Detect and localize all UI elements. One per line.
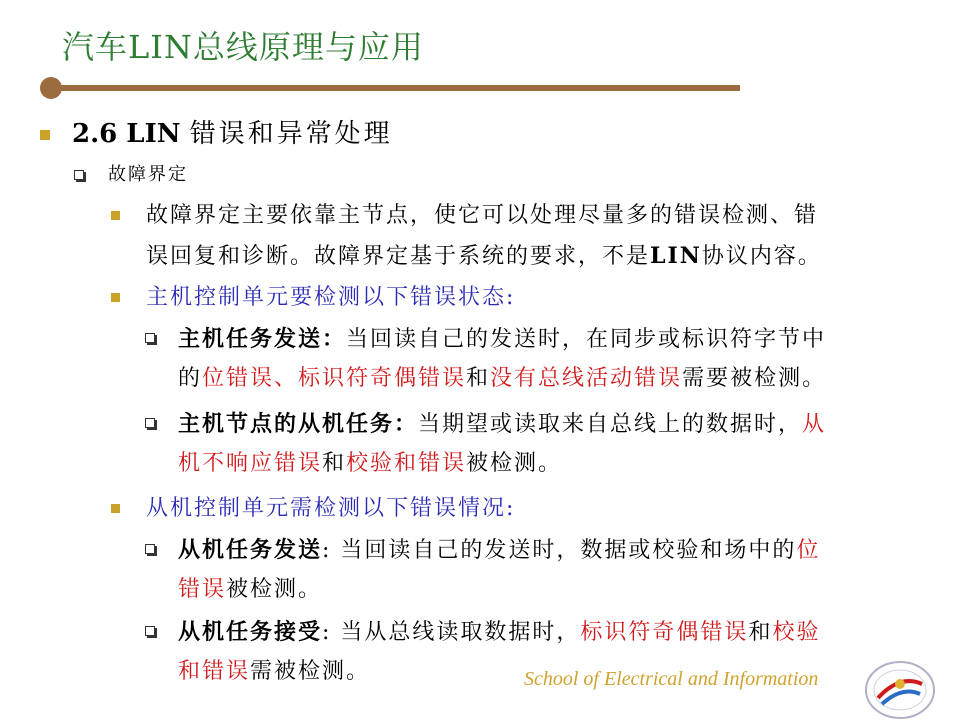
master-item-1-text: 当回读自己的发送时，在同步或标识符字节中 [346, 327, 827, 352]
error-highlight: 没有总线活动错误 [490, 366, 683, 391]
title-divider [40, 77, 740, 99]
section-number: 2.6 LIN [72, 119, 181, 149]
slave-item-1-label: 从机任务发送 [178, 537, 323, 563]
text-fragment: 需要被检测。 [682, 366, 827, 391]
slave-item-1-line-1 [178, 530, 820, 571]
text-fragment: : 当回读自己的发送时，数据或校验和场中的 [322, 538, 797, 563]
subheading-bullet [74, 170, 84, 180]
intro-text: 误回复和诊断。故障界定基于系统的要求，不是 [146, 244, 651, 269]
intro-lin: LIN [650, 243, 702, 269]
error-highlight: 位 [796, 538, 821, 563]
error-highlight: 位错误、标识符奇偶错误 [202, 366, 467, 391]
school-logo-icon [860, 654, 940, 720]
section-bullet [40, 130, 50, 140]
text-fragment: 和 [322, 451, 347, 476]
text-fragment: 需被检测。 [250, 659, 371, 684]
error-highlight: 校验和错误 [346, 451, 467, 476]
divider-dot [40, 77, 62, 99]
text-fragment: 和 [748, 620, 773, 645]
error-highlight: 机不响应错误 [178, 451, 323, 476]
master-item-1-line-2 [178, 359, 826, 399]
error-highlight: 从 [802, 412, 827, 437]
section-heading [72, 114, 393, 154]
error-highlight: 和错误 [178, 659, 251, 684]
master-item-2-line-1 [178, 404, 826, 445]
intro-line-1: 故障界定主要依靠主节点，使它可以处理尽量多的错误检测、错 [146, 203, 819, 228]
subheading: 故障界定 [108, 164, 188, 185]
intro-line-2 [146, 236, 822, 277]
slave-item-2-label: 从机任务接受 [178, 619, 323, 645]
master-item-2-line-2 [178, 444, 562, 484]
slave-item-2-line-2 [178, 652, 370, 692]
error-highlight: 校验 [772, 620, 821, 645]
divider-line [50, 85, 740, 91]
text-fragment: 当期望或读取来自总线上的数据时， [418, 412, 803, 437]
slave-item-2-line-1 [178, 612, 820, 653]
slave-item-1-bullet [145, 544, 155, 554]
slave-item-1-line-2 [178, 570, 322, 610]
master-item-1-label: 主机任务发送： [178, 326, 347, 352]
error-highlight: 标识符奇偶错误 [580, 620, 749, 645]
master-item-2-label: 主机节点的从机任务： [178, 411, 419, 437]
slave-item-2-bullet [145, 626, 155, 636]
text-fragment: : 当从总线读取数据时， [322, 620, 581, 645]
text-fragment: 和 [466, 366, 491, 391]
section-title: 错误和异常处理 [189, 119, 393, 149]
intro-bullet [111, 211, 120, 220]
slave-bullet [111, 504, 120, 513]
intro-text-end: 协议内容。 [701, 244, 822, 269]
text-fragment: 被检测。 [226, 577, 323, 602]
slide-title: 汽车LIN总线原理与应用 [62, 28, 424, 66]
master-item-2-bullet [145, 418, 155, 428]
master-heading: 主机控制单元要检测以下错误状态: [146, 285, 516, 310]
slave-heading: 从机控制单元需检测以下错误情况: [146, 496, 516, 521]
master-bullet [111, 293, 120, 302]
master-item-1-line-1 [178, 319, 826, 360]
error-highlight: 错误 [178, 577, 227, 602]
text-fragment: 被检测。 [466, 451, 563, 476]
master-item-1-bullet [145, 333, 155, 343]
footer-school-name: School of Electrical and Information [524, 668, 819, 690]
text-fragment: 的 [178, 366, 203, 391]
